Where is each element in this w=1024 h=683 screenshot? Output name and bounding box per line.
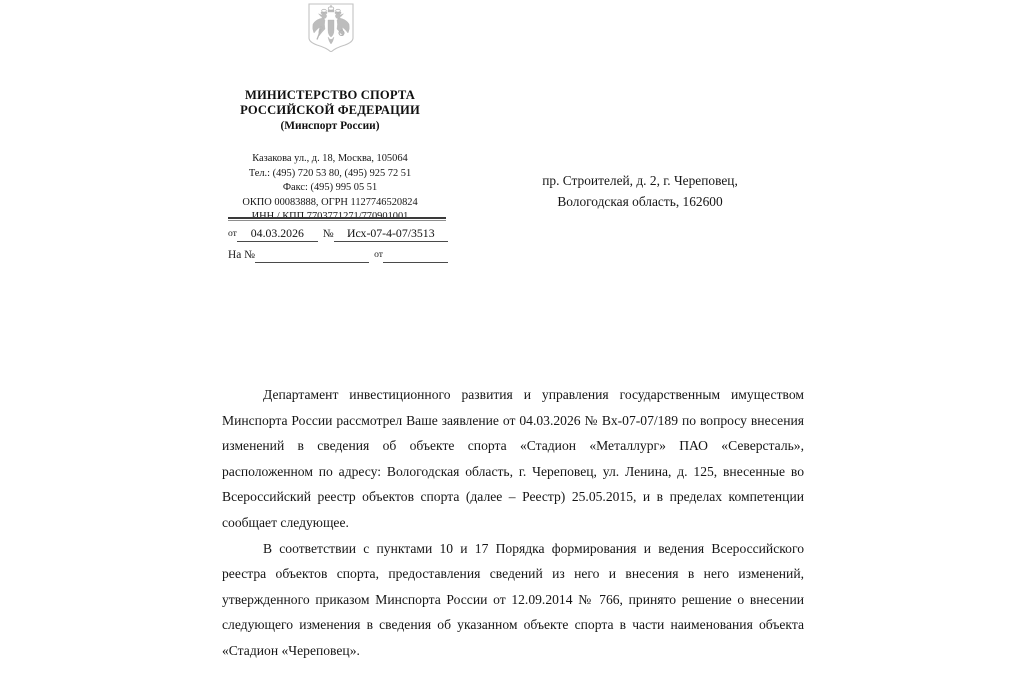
- incoming-reference-row: [228, 248, 448, 263]
- letterhead-contacts-block: [196, 152, 464, 225]
- contact-phone: Тел.: (495) 720 53 80, (495) 925 72 51: [248, 167, 412, 179]
- outgoing-date-value[interactable]: 04.03.2026: [237, 226, 318, 242]
- organization-title-line1: МИНИСТЕРСТВО СПОРТА: [244, 88, 416, 102]
- letterhead-divider: [228, 217, 446, 221]
- incoming-date-value[interactable]: [383, 248, 448, 263]
- letter-body: [222, 382, 804, 664]
- organization-short-name: (Минспорт России): [280, 120, 380, 133]
- contact-fax: Факс: (495) 995 05 51: [282, 182, 378, 194]
- addressee-block: [485, 170, 795, 212]
- incoming-number-label: На №: [228, 249, 255, 261]
- outgoing-date-label: от: [228, 228, 237, 239]
- addressee-line1: пр. Строителей, д. 2, г. Череповец,: [542, 173, 738, 188]
- divider-thick-line: [228, 217, 446, 219]
- addressee-line2: Вологодская область, 162600: [557, 194, 723, 209]
- contact-okpo-ogrn: ОКПО 00083888, ОГРН 1127746520824: [242, 196, 418, 208]
- body-paragraph-1: Департамент инвестиционного развития и управления государственным имуществом Минспорта России рассмотрел Ваше заявление от 04.03.2026 № Вх-07-07/189 по вопросу внесения изменений в сведения об объекте спорта «Стадион «Металлург» ПАО «Северсталь», расположенном по адресу: Вологодская область, г. Череповец, ул. Ленина, д. 125, внесенные во Всероссийский реестр объектов спорта (далее – Реестр) 25.05.2015, и в пределах компетенции сообщает следующее.: [222, 387, 804, 530]
- organization-title-line2: РОССИЙСКОЙ ФЕДЕРАЦИИ: [240, 102, 420, 117]
- outgoing-number-label: №: [322, 228, 334, 240]
- outgoing-reference-row: [228, 226, 448, 242]
- incoming-number-value[interactable]: [255, 248, 369, 263]
- body-paragraph-2: В соответствии с пунктами 10 и 17 Порядка формирования и ведения Всероссийского реестра объектов спорта, предоставления сведений из него и внесения в него изменений, утвержденного приказом Минспорта России от 12.09.2014 № 766, принято решение о внесении следующего изменения в сведения об указанном объекте спорта в части наименования объекта «Стадион «Череповец».: [222, 540, 804, 658]
- outgoing-number-value[interactable]: Исх-07-4-07/3513: [334, 226, 448, 242]
- russian-coat-of-arms-icon: [306, 2, 356, 52]
- contact-address: Казакова ул., д. 18, Москва, 105064: [252, 153, 408, 164]
- letterhead-title-block: [196, 88, 464, 134]
- organization-title: [196, 88, 464, 117]
- incoming-date-label: от: [374, 249, 383, 260]
- divider-thin-line: [228, 220, 446, 221]
